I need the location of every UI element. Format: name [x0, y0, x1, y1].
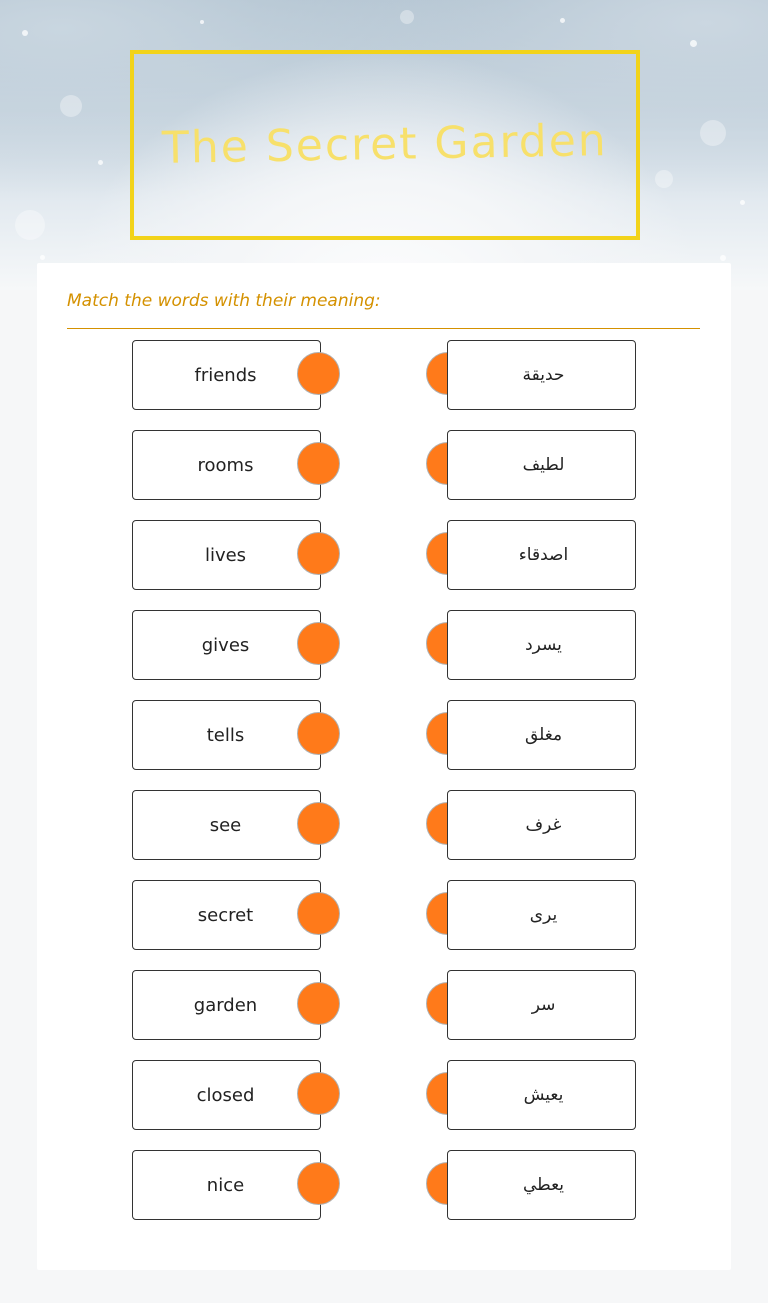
worksheet-card — [37, 263, 731, 1270]
match-row — [37, 430, 731, 500]
right-word: لطيف — [522, 455, 565, 475]
snowflake-icon — [400, 10, 414, 24]
right-word-box[interactable] — [447, 970, 636, 1040]
title-frame — [130, 50, 640, 240]
snowflake-icon — [560, 18, 565, 23]
right-word-box[interactable] — [447, 340, 636, 410]
right-word-box[interactable] — [447, 880, 636, 950]
right-word: غرف — [525, 815, 562, 835]
right-word: يعطي — [522, 1175, 565, 1195]
snowflake-icon — [700, 120, 726, 146]
left-word: friends — [194, 364, 257, 386]
right-word: سر — [531, 995, 556, 1015]
left-word-box[interactable] — [132, 1150, 321, 1220]
left-word-box[interactable] — [132, 1060, 321, 1130]
left-word: closed — [196, 1084, 255, 1106]
snowflake-icon — [60, 95, 82, 117]
left-connector-dot[interactable] — [297, 1072, 340, 1115]
right-word-box[interactable] — [447, 520, 636, 590]
match-row — [37, 970, 731, 1040]
left-word-box[interactable] — [132, 790, 321, 860]
left-connector-dot[interactable] — [297, 712, 340, 755]
match-row — [37, 340, 731, 410]
match-row — [37, 700, 731, 770]
snowflake-icon — [15, 210, 45, 240]
match-row — [37, 790, 731, 860]
match-row — [37, 610, 731, 680]
snowflake-icon — [40, 255, 45, 260]
match-row — [37, 520, 731, 590]
left-word: rooms — [197, 454, 254, 476]
instruction-text: Match the words with their meaning: — [67, 291, 381, 311]
snowflake-icon — [98, 160, 103, 165]
match-row — [37, 1150, 731, 1220]
right-word: مغلق — [524, 725, 563, 745]
right-word-box[interactable] — [447, 1150, 636, 1220]
left-connector-dot[interactable] — [297, 622, 340, 665]
divider — [67, 328, 700, 329]
left-connector-dot[interactable] — [297, 892, 340, 935]
left-word: lives — [204, 544, 247, 566]
left-word-box[interactable] — [132, 520, 321, 590]
snowflake-icon — [655, 170, 673, 188]
left-word-box[interactable] — [132, 340, 321, 410]
right-word-box[interactable] — [447, 790, 636, 860]
left-connector-dot[interactable] — [297, 802, 340, 845]
snowflake-icon — [690, 40, 697, 47]
left-connector-dot[interactable] — [297, 352, 340, 395]
left-word: gives — [201, 634, 250, 656]
left-word: nice — [206, 1174, 245, 1196]
left-word-box[interactable] — [132, 430, 321, 500]
left-connector-dot[interactable] — [297, 982, 340, 1025]
snowflake-icon — [200, 20, 204, 24]
left-word: garden — [193, 994, 258, 1016]
page-title: The Secret Garden — [161, 115, 609, 174]
left-connector-dot[interactable] — [297, 442, 340, 485]
left-word: tells — [206, 724, 245, 746]
snowflake-icon — [22, 30, 28, 36]
right-word: يرى — [529, 905, 558, 925]
left-word: see — [209, 814, 242, 836]
right-word-box[interactable] — [447, 700, 636, 770]
left-word: secret — [197, 904, 254, 926]
left-connector-dot[interactable] — [297, 532, 340, 575]
right-word: حديقة — [522, 365, 565, 385]
right-word-box[interactable] — [447, 430, 636, 500]
snowflake-icon — [740, 200, 745, 205]
right-word-box[interactable] — [447, 1060, 636, 1130]
right-word: يسرد — [525, 635, 562, 655]
header-banner — [0, 0, 768, 290]
snowflake-icon — [720, 255, 726, 261]
right-word: اصدقاء — [518, 545, 569, 565]
right-word: يعيش — [523, 1085, 564, 1105]
match-row — [37, 1060, 731, 1130]
left-word-box[interactable] — [132, 880, 321, 950]
right-word-box[interactable] — [447, 610, 636, 680]
left-word-box[interactable] — [132, 610, 321, 680]
match-row — [37, 880, 731, 950]
left-word-box[interactable] — [132, 700, 321, 770]
left-connector-dot[interactable] — [297, 1162, 340, 1205]
left-word-box[interactable] — [132, 970, 321, 1040]
